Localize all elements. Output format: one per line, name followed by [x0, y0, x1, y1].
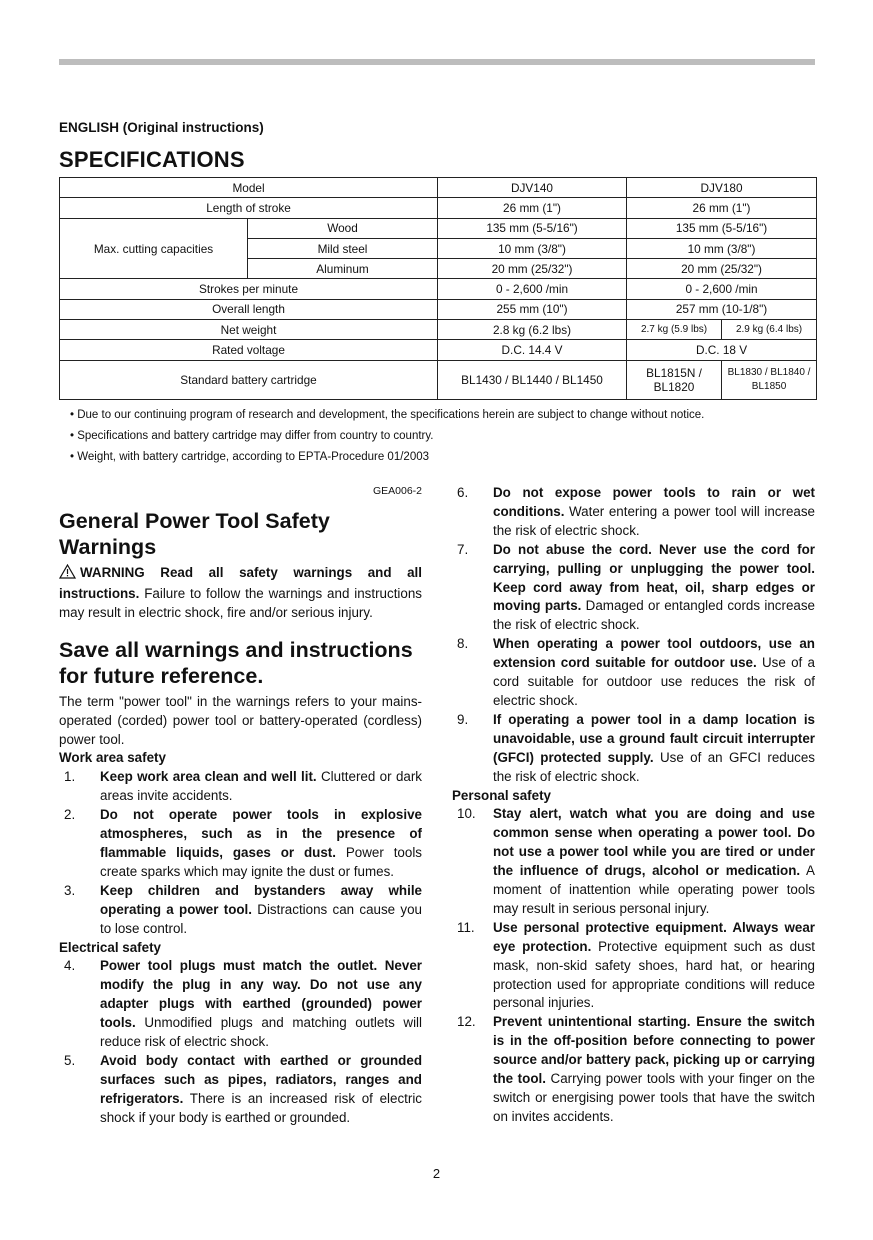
item-bold: Keep children and bystanders away while operating a power tool.	[100, 882, 422, 917]
note: • Due to our continuing program of research and development, the specifications herein are subject to change without notice.	[70, 409, 705, 421]
table-cell: 20 mm (25/32")	[438, 259, 627, 279]
page-number: 2	[432, 1166, 441, 1181]
right-column	[452, 484, 815, 1127]
warning-bold: WARNING Read all safety warnings and all instructions.	[59, 565, 422, 601]
table-row	[60, 198, 817, 218]
item-bold: Keep work area clean and well lit.	[100, 769, 317, 785]
item-number: 4.	[64, 958, 76, 974]
table-cell: Model	[60, 178, 438, 198]
left-column	[59, 484, 422, 1128]
item-number: 7.	[457, 541, 469, 557]
list-item	[452, 919, 815, 1014]
table-cell: Wood	[248, 218, 438, 238]
table-cell: Max. cutting capacities	[60, 218, 248, 279]
table-cell: BL1430 / BL1440 / BL1450	[438, 360, 627, 399]
table-cell: Rated voltage	[60, 340, 438, 360]
list-item	[452, 541, 815, 636]
table-row	[60, 178, 817, 198]
item-number: 3.	[64, 882, 76, 898]
item-number: 5.	[64, 1052, 76, 1068]
item-text: Power tools create sparks which may ignite the dust or fumes.	[100, 844, 422, 879]
table-cell: Overall length	[60, 299, 438, 319]
item-number: 6.	[457, 485, 469, 500]
table-cell: BL1830 / BL1840 / BL1850	[722, 360, 817, 399]
item-bold: When operating a power tool outdoors, use an extension cord suitable for outdoor use.	[493, 636, 815, 671]
table-cell: DJV140	[438, 178, 627, 198]
section-heading: General Power Tool Safety Warnings	[59, 509, 330, 559]
item-text: Distractions can cause you to lose control.	[100, 901, 422, 936]
intro-paragraph: The term "power tool" in the warnings refers to your mains-operated (corded) power tool or battery-operated (cordless) power tool.	[59, 693, 422, 747]
table-cell: 2.7 kg (5.9 lbs)	[627, 320, 722, 340]
item-bold: Do not abuse the cord. Never use the cord for carrying, pulling or unplugging the power tool. Keep cord away from heat, oil, sharp edges or moving parts.	[493, 541, 815, 614]
item-number: 12.	[457, 1014, 476, 1030]
subheading-work-area: Work area safety	[59, 750, 166, 766]
item-bold: Power tool plugs must match the outlet. Never modify the plug in any way. Do not use any adapter plugs with earthed (grounded) power tools.	[100, 958, 422, 1031]
table-row	[60, 340, 817, 360]
table-row	[60, 279, 817, 299]
item-text: Cluttered or dark areas invite accidents.	[100, 769, 422, 804]
table-cell: 255 mm (10")	[438, 299, 627, 319]
item-number: 2.	[64, 807, 76, 823]
item-bold: If operating a power tool in a damp location is unavoidable, use a ground fault circuit interrupter (GFCI) protected supply.	[493, 711, 815, 765]
table-cell: 20 mm (25/32")	[627, 259, 817, 279]
table-cell: 2.8 kg (6.2 lbs)	[438, 320, 627, 340]
specifications-table	[59, 177, 817, 400]
spec-notes	[70, 406, 704, 469]
item-bold: Do not operate power tools in explosive atmospheres, such as in the presence of flammable liquids, gases or dust.	[100, 807, 422, 860]
table-cell: 135 mm (5-5/16")	[438, 218, 627, 238]
table-cell: Net weight	[60, 320, 438, 340]
table-cell: 135 mm (5-5/16")	[627, 218, 817, 238]
item-bold: Do not expose power tools to rain or wet conditions.	[493, 485, 815, 519]
save-heading: Save all warnings and instructions for future reference.	[59, 637, 413, 688]
item-number: 8.	[457, 636, 469, 652]
item-text: Protective equipment such as dust mask, non-skid safety shoes, hard hat, or hearing protection used for appropriate conditions will reduce personal injuries.	[493, 938, 815, 1011]
item-number: 9.	[457, 711, 469, 727]
item-text: There is an increased risk of electric shock if your body is earthed or grounded.	[100, 1090, 422, 1125]
specifications-title: SPECIFICATIONS	[59, 147, 245, 172]
list-item	[452, 805, 815, 918]
table-cell: 2.9 kg (6.4 lbs)	[722, 320, 817, 340]
note: • Specifications and battery cartridge may differ from country to country.	[70, 430, 434, 442]
list-item	[59, 882, 422, 939]
item-bold: Stay alert, watch what you are doing and use common sense when operating a power tool. Do not use a power tool while you are tired or under the influence of drugs, alcohol or medication.	[493, 806, 815, 879]
list-item	[452, 1013, 815, 1126]
item-text: Use of a cord suitable for outdoor use reduces the risk of electric shock.	[493, 655, 815, 708]
document-code: GEA006-2	[372, 485, 422, 497]
table-cell: Strokes per minute	[60, 279, 438, 299]
table-cell: 10 mm (3/8")	[438, 238, 627, 258]
item-bold: Prevent unintentional starting. Ensure the switch is in the off-position before connecting to power source and/or battery pack, picking up or carrying the tool.	[493, 1014, 815, 1087]
item-bold: Avoid body contact with earthed or grounded surfaces such as pipes, radiators, ranges and refrigerators.	[100, 1052, 422, 1106]
table-cell: DJV180	[627, 178, 817, 198]
table-cell: D.C. 14.4 V	[438, 340, 627, 360]
table-row	[60, 360, 817, 399]
table-cell: 0 - 2,600 /min	[438, 279, 627, 299]
item-text: Use of an GFCI reduces the risk of electric shock.	[493, 749, 816, 784]
item-text: Water entering a power tool will increase the risk of electric shock.	[493, 503, 815, 538]
subheading-electrical: Electrical safety	[59, 939, 161, 955]
item-number: 11.	[457, 919, 475, 935]
table-cell: Standard battery cartridge	[60, 360, 438, 399]
table-cell: 26 mm (1")	[438, 198, 627, 218]
table-cell: Length of stroke	[60, 198, 438, 218]
item-text: Damaged or entangled cords increase the risk of electric shock.	[493, 598, 815, 633]
table-cell: 10 mm (3/8")	[627, 238, 817, 258]
warning-text: Failure to follow the warnings and instructions may result in electric shock, fire and/or serious injury.	[59, 585, 422, 620]
list-item	[59, 957, 422, 1052]
table-cell: D.C. 18 V	[627, 340, 817, 360]
list-item	[59, 1052, 422, 1128]
table-cell: Aluminum	[248, 259, 438, 279]
top-rule	[59, 59, 815, 65]
warning-triangle-icon	[59, 564, 76, 585]
item-number: 1.	[64, 769, 76, 785]
table-cell: 257 mm (10-1/8")	[627, 299, 817, 319]
note: • Weight, with battery cartridge, according to EPTA-Procedure 01/2003	[70, 451, 430, 463]
list-item	[452, 484, 815, 541]
table-row	[60, 218, 817, 238]
list-item	[59, 806, 422, 882]
warning-paragraph	[59, 564, 422, 623]
item-text: Carrying power tools with your finger on the switch or energising power tools that have the switch on invites accidents.	[493, 1071, 815, 1124]
table-row	[60, 299, 817, 319]
item-bold: Use personal protective equipment. Always wear eye protection.	[493, 919, 815, 954]
language-label: ENGLISH (Original instructions)	[59, 120, 264, 135]
table-row	[60, 320, 817, 340]
table-cell: BL1815N / BL1820	[627, 360, 722, 399]
subheading-personal: Personal safety	[452, 787, 551, 803]
item-text: A moment of inattention while operating power tools may result in serious personal injury.	[493, 863, 815, 916]
table-cell: Mild steel	[248, 238, 438, 258]
list-item	[59, 768, 422, 806]
list-item	[452, 711, 815, 787]
table-cell: 26 mm (1")	[627, 198, 817, 218]
list-item	[452, 635, 815, 711]
item-text: Unmodified plugs and matching outlets will reduce risk of electric shock.	[100, 1015, 422, 1050]
table-cell: 0 - 2,600 /min	[627, 279, 817, 299]
item-number: 10.	[457, 806, 476, 822]
